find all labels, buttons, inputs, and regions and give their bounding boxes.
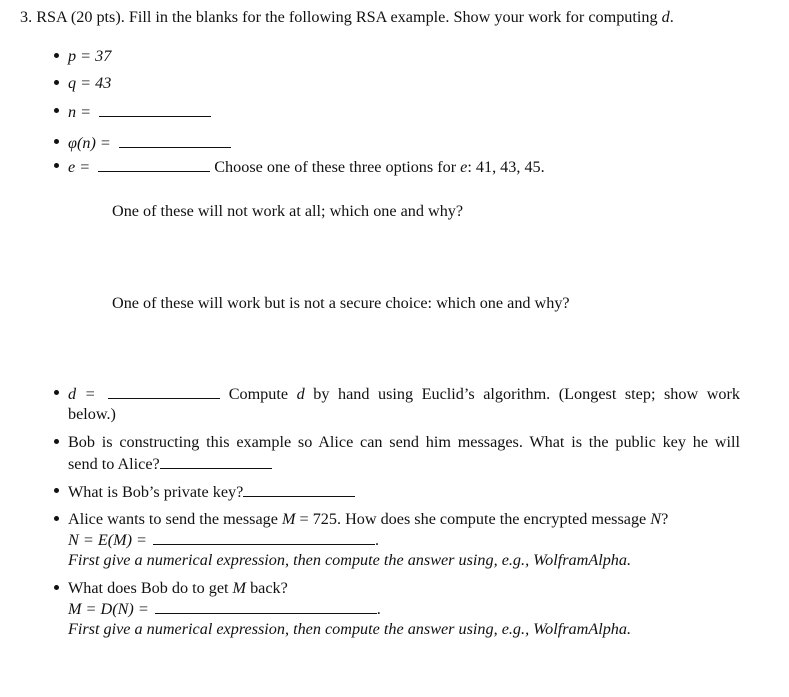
dec-period: . [376, 600, 381, 618]
bullet-icon [54, 439, 59, 444]
n-answer-blank[interactable] [99, 103, 211, 117]
phi-answer-blank[interactable] [119, 134, 231, 148]
enc-answer-blank[interactable] [153, 531, 375, 545]
phi-label: φ(n) = [68, 134, 111, 152]
d-text-cont: below.) [68, 405, 116, 423]
enc-note: First give a numerical expression, then compute the answer using, e.g., WolframAlpha. [68, 551, 632, 569]
bullet-icon [54, 488, 59, 493]
dec-answer-blank[interactable] [155, 600, 377, 614]
item-n [68, 103, 211, 120]
dec-line [68, 600, 381, 617]
dec-M: M [232, 579, 247, 597]
bob-line-1: Bob is constructing this example so Alice can send him messages. What is the public key he will [68, 433, 740, 451]
bullet-icon [54, 53, 59, 58]
header-text: 3. RSA (20 pts). Fill in the blanks for the following RSA example. Show your work for computing [20, 8, 662, 26]
alice-item [68, 511, 668, 527]
e-label: e = [68, 158, 91, 176]
decrypt-item [68, 580, 288, 596]
item-p: p = 37 [68, 47, 112, 65]
enc-period: . [375, 531, 380, 549]
bullet-icon [54, 108, 59, 113]
enc-formula: N = E(M) = [68, 531, 147, 549]
bullet-icon [54, 390, 59, 395]
dec-formula: M = D(N) = [68, 600, 149, 618]
bullet-icon [54, 585, 59, 590]
bob-line-2-text: send to Alice? [68, 455, 160, 473]
item-q: q = 43 [68, 74, 112, 92]
alice-pre: Alice wants to send the message [68, 510, 282, 528]
bullet-icon [54, 516, 59, 521]
question-not-secure: One of these will work but is not a secure choice: which one and why? [112, 294, 570, 312]
dec-note: First give a numerical expression, then compute the answer using, e.g., WolframAlpha. [68, 620, 632, 638]
question-not-work: One of these will not work at all; which one and why? [112, 202, 464, 220]
d-text-pre: Compute [228, 385, 297, 403]
item-phi [68, 134, 231, 151]
e-answer-blank[interactable] [98, 158, 210, 172]
problem-header [20, 9, 674, 25]
bullet-icon [54, 80, 59, 85]
private-key-item [68, 483, 355, 500]
private-key-blank[interactable] [243, 483, 355, 497]
d-var: d [296, 385, 305, 403]
bullet-icon [54, 139, 59, 144]
n-label: n = [68, 103, 92, 121]
alice-end: ? [661, 510, 669, 528]
e-options: : 41, 43, 45. [467, 158, 545, 176]
enc-line [68, 531, 379, 548]
d-text-post: by hand using Euclid’s algorithm. (Longest step; show work [304, 385, 740, 403]
d-label: d = [68, 385, 96, 403]
private-key-text: What is Bob’s private key? [68, 483, 244, 501]
alice-M: M [281, 510, 296, 528]
bullet-icon [54, 163, 59, 168]
bob-line-2 [68, 455, 272, 472]
alice-N: N [650, 510, 662, 528]
header-end: . [669, 8, 674, 26]
item-d [68, 385, 740, 402]
public-key-blank[interactable] [160, 455, 272, 469]
item-e [68, 158, 545, 175]
dec-post: back? [246, 579, 288, 597]
alice-eq: = 725. How does she compute the encrypted message [295, 510, 651, 528]
e-text: Choose one of these three options for [214, 158, 461, 176]
d-answer-blank[interactable] [108, 385, 220, 399]
e-var: e [460, 158, 468, 176]
dec-pre: What does Bob do to get [68, 579, 233, 597]
header-var: d [661, 8, 670, 26]
